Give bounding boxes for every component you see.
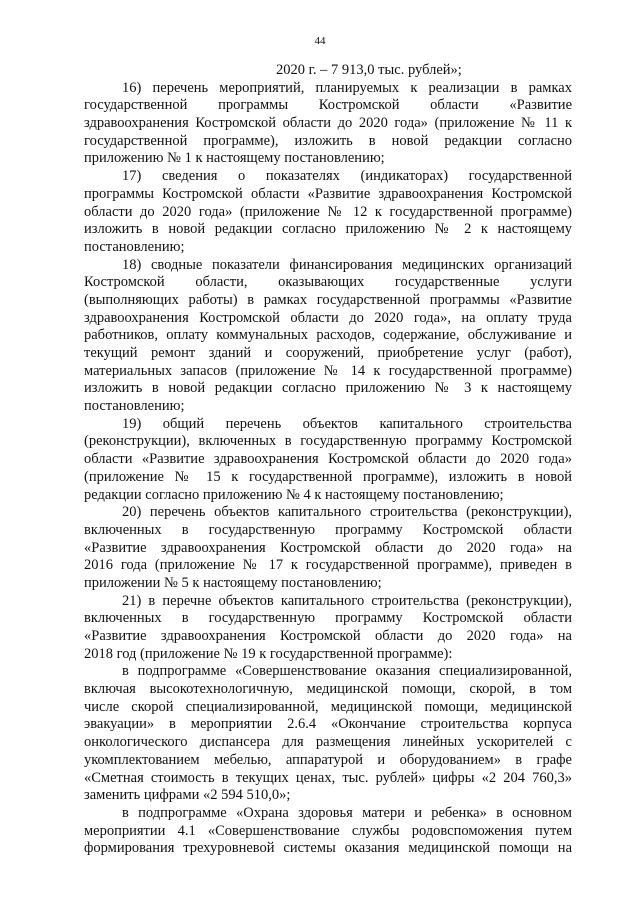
text-line: государственной программы Костромской области «Развитие bbox=[84, 97, 572, 114]
text-line: включая высокотехнологичную, медицинской помощи, скорой, в том bbox=[84, 681, 572, 698]
text-line: приложении № 5 к настоящему постановлению; bbox=[84, 574, 382, 591]
text-line: области до 2020 года» (приложение № 12 к государственной программе) bbox=[84, 203, 572, 220]
text-line: Костромской области, оказывающих государственные услуги bbox=[84, 274, 572, 291]
text-line: государственной программе), изложить в новой редакции согласно bbox=[84, 132, 572, 149]
text-line: (реконструкции), включенных в государственную программу Костромской bbox=[84, 433, 572, 450]
text-line: постановлению; bbox=[84, 398, 185, 415]
text-line: постановлению; bbox=[84, 238, 185, 255]
text-line: (приложение № 15 к государственной программе), изложить в новой bbox=[84, 468, 572, 485]
text-line: мероприятии 4.1 «Совершенствование службы родовспоможения путем bbox=[84, 822, 572, 839]
text-line: включенных в государственную программу Костромской области bbox=[84, 610, 572, 627]
page-number: 44 bbox=[314, 35, 326, 47]
text-line: укомплектованием мебелью, аппаратурой и оборудованием» в графе bbox=[84, 751, 572, 768]
text-line: 2018 год (приложение № 19 к государственной программе): bbox=[84, 645, 453, 662]
text-line: включенных в государственную программу Костромской области bbox=[84, 521, 572, 538]
text-line: «Развитие здравоохранения Костромской области до 2020 года» на bbox=[84, 539, 572, 556]
text-line: 2020 г. – 7 913,0 тыс. рублей»; bbox=[276, 62, 462, 78]
text-line: 17) сведения о показателях (индикаторах) государственной bbox=[122, 168, 572, 185]
text-line: заменить цифрами «2 594 510,0»; bbox=[84, 787, 291, 804]
text-line: «Развитие здравоохранения Костромской области до 2020 года» на bbox=[84, 628, 572, 644]
text-line: изложить в новой редакции согласно приложению № 2 к настоящему bbox=[84, 221, 572, 238]
text-line: в подпрограмме «Совершенствование оказания специализированной, bbox=[122, 663, 572, 680]
text-line: 21) в перечне объектов капитального строительства (реконструкции), bbox=[122, 592, 572, 609]
text-line: области «Развитие здравоохранения Костромской области до 2020 года» bbox=[84, 451, 572, 468]
text-line: изложить в новой редакции согласно приложению № 3 к настоящему bbox=[84, 380, 572, 397]
text-line: онкологического диспансера для размещения линейных ускорителей с bbox=[84, 734, 572, 751]
text-line: здравоохранения Костромской области до 2020 года» (приложение № 11 к bbox=[84, 115, 572, 132]
text-line: 16) перечень мероприятий, планируемых к реализации в рамках bbox=[122, 79, 572, 96]
text-line: эвакуации» в мероприятии 2.6.4 «Окончание строительства корпуса bbox=[84, 716, 572, 733]
text-line: программы Костромской области «Развитие здравоохранения Костромской bbox=[84, 185, 572, 202]
text-line: числе скорой специализированной, медицинской помощи, медицинской bbox=[84, 698, 572, 715]
text-line: здравоохранения Костромской области до 2020 года», на оплату труда bbox=[84, 309, 572, 326]
text-line: (выполняющих работы) в рамках государственной программы «Развитие bbox=[84, 291, 572, 308]
text-line: «Сметная стоимость в текущих ценах, тыс. рублей» цифры «2 204 760,3» bbox=[84, 769, 572, 786]
text-line: в подпрограмме «Охрана здоровья матери и ребенка» в основном bbox=[122, 804, 572, 821]
document-body bbox=[84, 62, 572, 858]
text-line: 18) сводные показатели финансирования медицинских организаций bbox=[122, 256, 572, 273]
text-line: 20) перечень объектов капитального строительства (реконструкции), bbox=[122, 504, 572, 521]
text-line: материальных запасов (приложение № 14 к государственной программе) bbox=[84, 362, 572, 379]
text-line: приложению № 1 к настоящему постановлению; bbox=[84, 150, 385, 167]
text-line: 2016 года (приложение № 17 к государственной программе), приведен в bbox=[84, 557, 572, 574]
text-line: редакции согласно приложению № 4 к настоящему постановлению; bbox=[84, 486, 504, 503]
text-line: формирования трехуровневой системы оказания медицинской помощи на bbox=[84, 840, 572, 857]
text-line: текущий ремонт зданий и сооружений, приобретение услуг (работ), bbox=[84, 345, 572, 361]
text-line: 19) общий перечень объектов капитального строительства bbox=[122, 415, 572, 432]
text-line: работников, оплату коммунальных расходов, содержание, обслуживание и bbox=[84, 327, 572, 344]
